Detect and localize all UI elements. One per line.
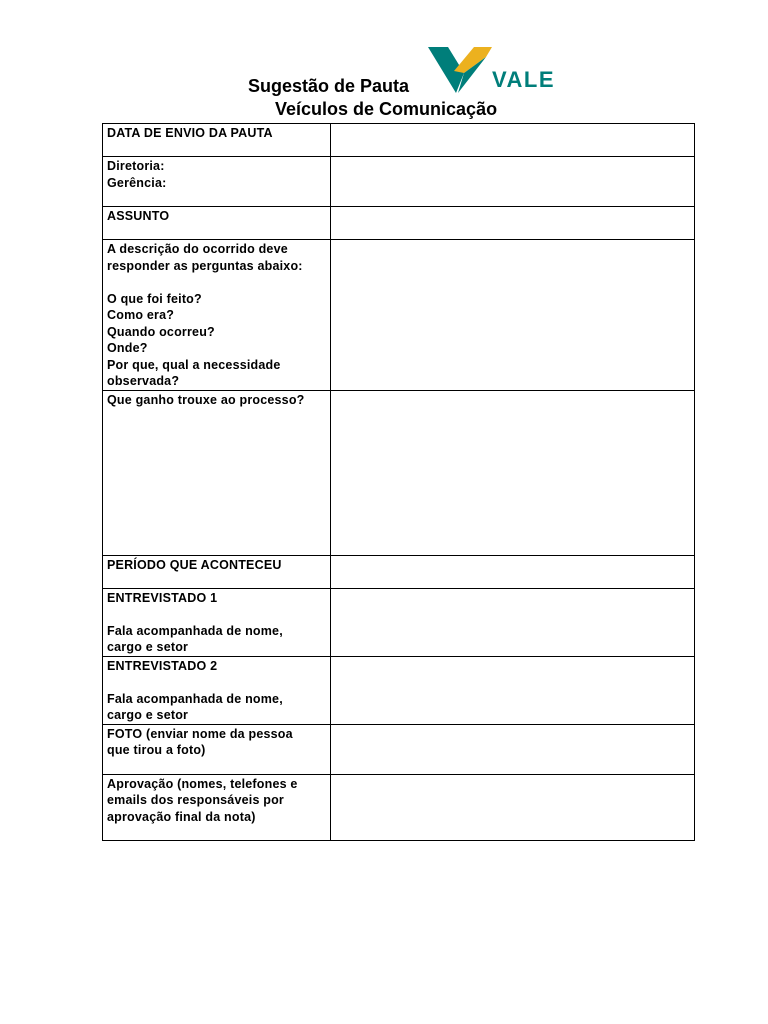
label-line: cargo e setor bbox=[107, 640, 189, 654]
logo-text: VALE bbox=[492, 67, 556, 92]
label-line: cargo e setor bbox=[107, 708, 189, 722]
field-foto[interactable] bbox=[331, 724, 695, 774]
field-diretoria[interactable] bbox=[331, 157, 695, 207]
label-line: A descrição do ocorrido deve bbox=[107, 242, 288, 256]
table-row bbox=[103, 157, 695, 207]
row-label-aprovacao bbox=[103, 774, 331, 840]
label-line: responder as perguntas abaixo: bbox=[107, 258, 303, 273]
field-entrevistado-2[interactable] bbox=[331, 656, 695, 724]
label-line: ASSUNTO bbox=[107, 209, 170, 223]
table-row bbox=[103, 207, 695, 240]
table-row bbox=[103, 656, 695, 724]
label-line: ENTREVISTADO 1 bbox=[107, 590, 218, 605]
label-line: observada? bbox=[107, 374, 180, 388]
label-line: Por que, qual a necessidade bbox=[107, 357, 281, 372]
page-subtitle: Veículos de Comunicação bbox=[275, 99, 498, 119]
label-line: FOTO (enviar nome da pessoa bbox=[107, 726, 293, 741]
field-assunto[interactable] bbox=[331, 207, 695, 240]
row-label-data-envio bbox=[103, 124, 331, 157]
field-data-envio[interactable] bbox=[331, 124, 695, 157]
label-line: Gerência: bbox=[107, 175, 167, 190]
label-line: emails dos responsáveis por bbox=[107, 793, 285, 807]
vale-logo-icon bbox=[428, 43, 558, 97]
row-label-foto bbox=[103, 724, 331, 774]
label-spacer bbox=[107, 606, 326, 623]
label-line: Diretoria: bbox=[107, 159, 165, 173]
label-line: Quando ocorreu? bbox=[107, 324, 215, 339]
label-line: Fala acompanhada de nome, bbox=[107, 691, 283, 706]
table-row bbox=[103, 555, 695, 588]
label-line: ENTREVISTADO 2 bbox=[107, 658, 218, 673]
label-line: aprovação final da nota) bbox=[107, 809, 256, 824]
field-periodo[interactable] bbox=[331, 555, 695, 588]
field-ganho[interactable] bbox=[331, 390, 695, 555]
label-line: que tirou a foto) bbox=[107, 743, 206, 757]
label-line: Fala acompanhada de nome, bbox=[107, 623, 283, 638]
row-label-assunto bbox=[103, 207, 331, 240]
table-row bbox=[103, 390, 695, 555]
table-row bbox=[103, 774, 695, 840]
row-label-diretoria bbox=[103, 157, 331, 207]
row-label-periodo bbox=[103, 555, 331, 588]
table-row bbox=[103, 240, 695, 391]
row-label-ganho bbox=[103, 390, 331, 555]
pauta-form-table bbox=[102, 123, 695, 841]
row-label-entrevistado-2 bbox=[103, 656, 331, 724]
field-descricao[interactable] bbox=[331, 240, 695, 391]
label-line: Que ganho trouxe ao processo? bbox=[107, 392, 305, 407]
page-title: Sugestão de Pauta bbox=[248, 76, 410, 96]
field-aprovacao[interactable] bbox=[331, 774, 695, 840]
label-line: PERÍODO QUE ACONTECEU bbox=[107, 557, 282, 572]
table-row bbox=[103, 588, 695, 656]
label-spacer bbox=[107, 674, 326, 691]
label-line: Aprovação (nomes, telefones e bbox=[107, 776, 298, 791]
table-row bbox=[103, 124, 695, 157]
row-label-entrevistado-1 bbox=[103, 588, 331, 656]
label-line: Onde? bbox=[107, 341, 148, 355]
vale-logo bbox=[428, 43, 558, 97]
label-line: O que foi feito? bbox=[107, 291, 202, 306]
table-row bbox=[103, 724, 695, 774]
label-line: DATA DE ENVIO DA PAUTA bbox=[107, 126, 273, 140]
label-line: Como era? bbox=[107, 308, 175, 322]
label-spacer bbox=[107, 274, 326, 291]
row-label-descricao bbox=[103, 240, 331, 391]
field-entrevistado-1[interactable] bbox=[331, 588, 695, 656]
